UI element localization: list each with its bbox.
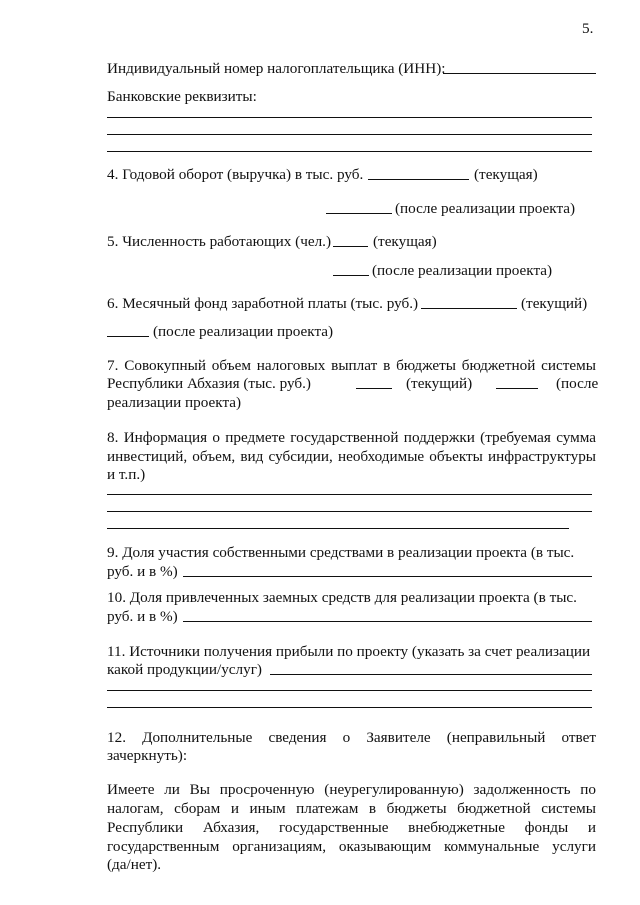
q12-line-1: 12. Дополнительные сведения о Заявителе (неправильный ответ: [107, 729, 596, 746]
q7-after-label: (после: [556, 375, 599, 392]
q7-current-field-line[interactable]: [356, 388, 392, 389]
q11-line-1: 11. Источники получения прибыли по проекту (указать за счет реализации: [107, 643, 591, 660]
q10-line-2: руб. и в %): [107, 608, 178, 625]
q11-field-line-3[interactable]: [107, 707, 592, 708]
bank-details-line-3[interactable]: [107, 151, 592, 152]
page-number: 5.: [582, 20, 594, 37]
q7-line-3: реализации проекта): [107, 394, 242, 411]
inn-field-line[interactable]: [443, 73, 596, 74]
q5-after-field-line[interactable]: [333, 275, 369, 276]
q7-line-2-text: Республики Абхазия (тыс. руб.): [107, 375, 311, 392]
q7-line-1: 7. Совокупный объем налоговых выплат в бюджеты бюджетной системы: [107, 357, 596, 374]
q10-line-1: 10. Доля привлеченных заемных средств для реализации проекта (в тыс.: [107, 589, 577, 606]
q5-current-field-line[interactable]: [333, 246, 368, 247]
q5-after-label: (после реализации проекта): [372, 262, 553, 279]
q4-label: 4. Годовой оборот (выручка) в тыс. руб.: [107, 166, 364, 183]
inn-label: Индивидуальный номер налогоплательщика (ИНН):: [107, 60, 446, 77]
q6-current-field-line[interactable]: [421, 308, 517, 309]
bank-details-line-2[interactable]: [107, 134, 592, 135]
q11-field-line-1[interactable]: [270, 674, 592, 675]
q4-current-field-line[interactable]: [368, 179, 469, 180]
bank-details-label: Банковские реквизиты:: [107, 88, 257, 105]
q8-field-line-3[interactable]: [107, 528, 569, 529]
q6-current-label: (текущий): [521, 295, 588, 312]
q8-line-3: и т.п.): [107, 466, 146, 483]
q4-after-label: (после реализации проекта): [395, 200, 576, 217]
debt-question-line-4: государственным организациям, оказывающим коммунальные услуги: [107, 838, 596, 855]
debt-question-line-1: Имеете ли Вы просроченную (неурегулированную) задолженность по: [107, 781, 596, 798]
q4-current-label: (текущая): [474, 166, 538, 183]
q6-after-field-line[interactable]: [107, 336, 149, 337]
bank-details-line-1[interactable]: [107, 117, 592, 118]
q5-current-label: (текущая): [373, 233, 437, 250]
q8-line-2: инвестиций, объем, вид субсидии, необходимые объекты инфраструктуры: [107, 448, 596, 465]
q8-field-line-1[interactable]: [107, 494, 592, 495]
q8-field-line-2[interactable]: [107, 511, 592, 512]
q9-field-line[interactable]: [183, 576, 592, 577]
q12-line-2: зачеркнуть):: [107, 747, 188, 764]
q4-after-field-line[interactable]: [326, 213, 392, 214]
q6-after-label: (после реализации проекта): [153, 323, 334, 340]
q10-field-line[interactable]: [183, 621, 592, 622]
q11-field-line-2[interactable]: [107, 690, 592, 691]
debt-question-answer-options: (да/нет).: [107, 856, 162, 873]
q7-current-label: (текущий): [406, 375, 473, 392]
q7-after-field-line[interactable]: [496, 388, 538, 389]
debt-question-line-2: налогам, сборам и иным платежам в бюджеты бюджетной системы: [107, 800, 596, 817]
debt-question-line-3: Республики Абхазия, государственные внебюджетные фонды и: [107, 819, 596, 836]
q9-line-1: 9. Доля участия собственными средствами в реализации проекта (в тыс.: [107, 544, 575, 561]
q5-label: 5. Численность работающих (чел.): [107, 233, 332, 250]
q6-label: 6. Месячный фонд заработной платы (тыс. руб.): [107, 295, 419, 312]
q8-line-1: 8. Информация о предмете государственной поддержки (требуемая сумма: [107, 429, 596, 446]
q11-line-2: какой продукции/услуг): [107, 661, 262, 678]
q9-line-2: руб. и в %): [107, 563, 178, 580]
